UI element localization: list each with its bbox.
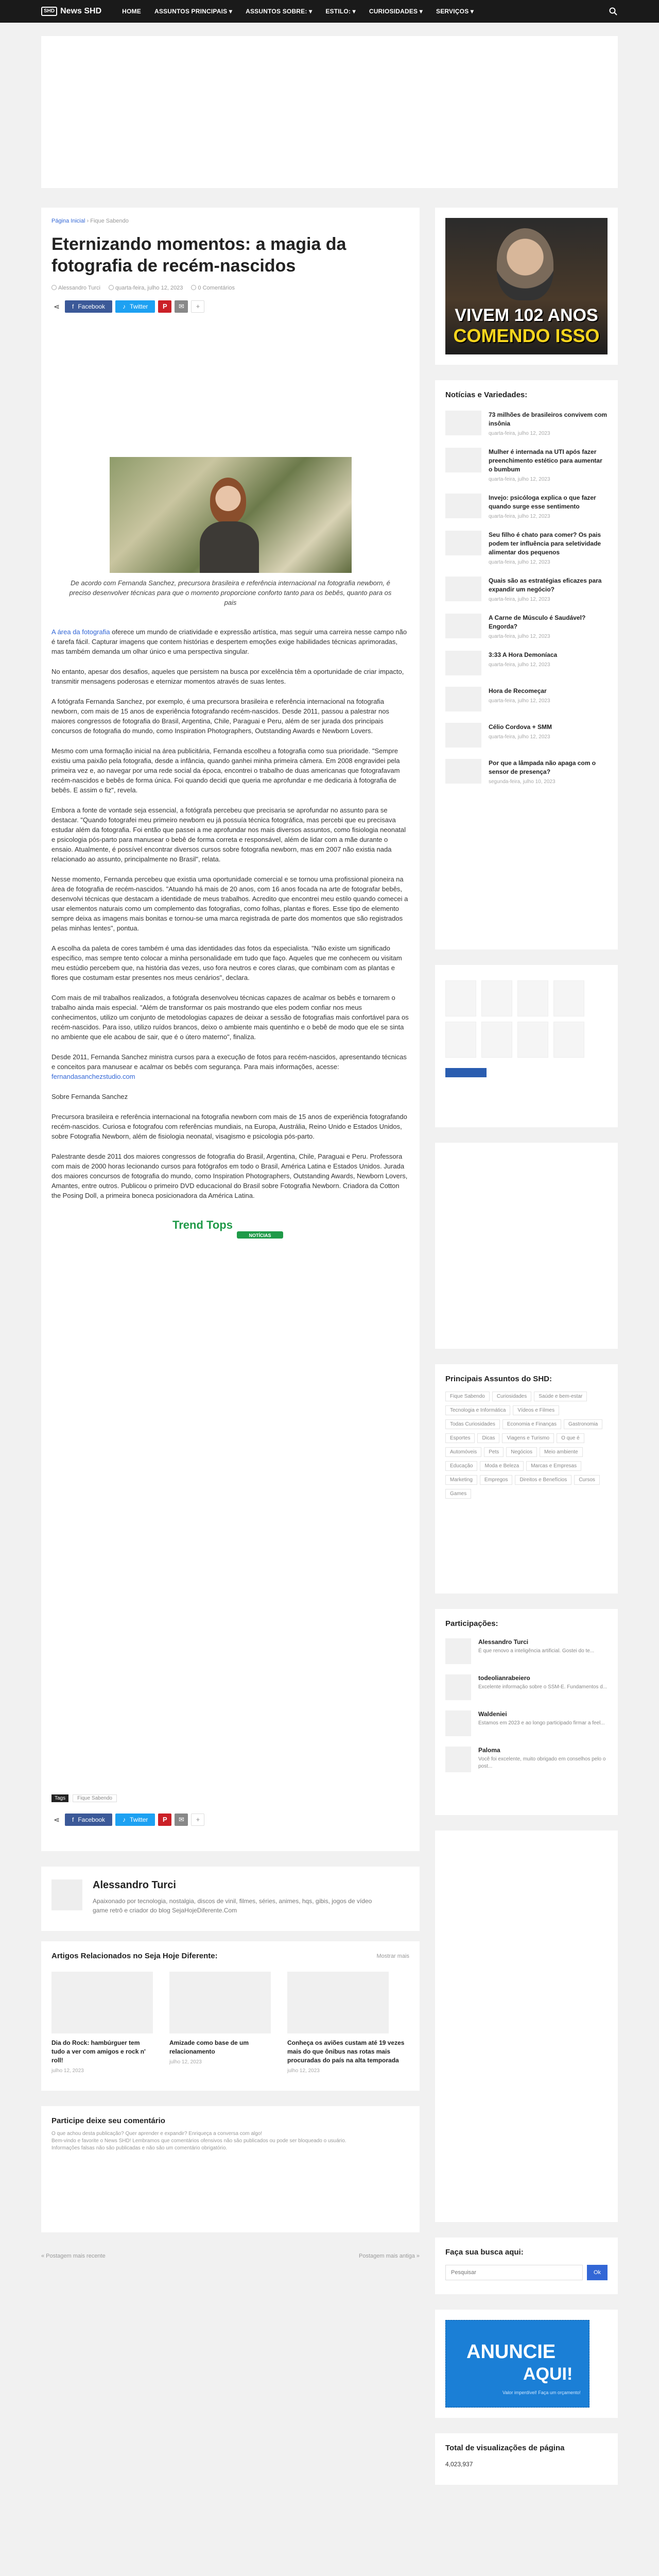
product-thumb[interactable] [481, 980, 512, 1016]
article-body [51, 627, 409, 1200]
breadcrumb-separator: › [86, 218, 89, 224]
nav-item-curiosidades[interactable]: CURIOSIDADES ▾ [369, 8, 423, 15]
category-tag[interactable]: Gastronomia [564, 1419, 602, 1429]
photo-subject-head [210, 478, 246, 524]
participant-name[interactable]: Waldeniei [478, 1710, 507, 1718]
participations-title: Participações: [445, 1619, 498, 1628]
share-icon: ⋖ [54, 302, 60, 311]
news-thumb[interactable] [445, 411, 481, 435]
trend-logo-sub: NOTÍCIAS [249, 1233, 271, 1238]
ad-face [497, 228, 553, 300]
news-item-title[interactable]: 73 milhões de brasileiros convivem com insônia [489, 411, 608, 427]
meta-author[interactable]: Alessandro Turci [51, 285, 100, 291]
comments-title: Participe deixe seu comentário [51, 2116, 165, 2125]
paragraph: Embora a fonte de vontade seja essencial, a fotógrafa percebeu que precisaria se aprofundar no assunto para se destacar. "Quando fotografei meu primeiro newborn eu já possuía técnica fotográfica, mas percebi que eu precisava estudar além da fotografia. Foi então que passei a me aprofundar nos mais diversos assuntos, como fisiologia neonatal e psicologia pós-parto para manusear o bebê de forma correta e responsável, além de lidar com a mãe durante o ensaio. Atualmente, é possível encontrar diversos cursos sobre fotografia newborn, mas em 2007 não existia nada relacionado ao assunto, principalmente no Brasil", relata. [51, 806, 406, 863]
twitter-icon: ♪ [123, 303, 126, 310]
related-articles [41, 1941, 420, 2091]
article-title: Eternizando momentos: a magia da fotografia de recém-nascidos [51, 234, 346, 276]
category-tag[interactable]: Saúde e bem-estar [534, 1392, 587, 1401]
news-thumb[interactable] [445, 723, 481, 748]
sidebar-ad-image[interactable] [445, 218, 608, 354]
anuncie-line-2: AQUI! [523, 2364, 573, 2384]
paragraph: Sobre Fernanda Sanchez [51, 1093, 128, 1100]
avatar[interactable] [445, 1710, 471, 1736]
author-name[interactable]: Alessandro Turci [93, 1879, 176, 1891]
nav-item-assuntos-sobre[interactable]: ASSUNTOS SOBRE: ▾ [246, 8, 313, 15]
paragraph: Precursora brasileira e referência internacional na fotografia newborn com mais de 15 anos de experiência fotografando recém-nascidos. Curiosa e fotografou com referências mundiais, na Europa, Austrália, Reino Unido e Estados Unidos, sobre Fotografia Newborn, além de fisiologia neonatal, visagismo e psicologia pós-parto. [51, 1113, 407, 1140]
tag-row [51, 1794, 409, 1802]
author-box [41, 1867, 420, 1931]
product-thumb[interactable] [481, 1022, 512, 1058]
product-thumb[interactable] [517, 980, 548, 1016]
ad-line-2: COMENDO ISSO [453, 325, 600, 346]
news-item-title[interactable]: Quais são as estratégias eficazes para expandir um negócio? [489, 577, 602, 593]
paragraph: No entanto, apesar dos desafios, aqueles que persistem na busca por excelência têm a oportunidade de criar impacto, transmitir mensagens poderosas e eternizar momentos através de suas lentes. [51, 668, 404, 685]
news-item[interactable] [445, 577, 608, 602]
share-facebook-button[interactable]: f Facebook [65, 300, 112, 313]
news-item-title[interactable]: Invejo: psicóloga explica o que fazer quando surge esse sentimento [489, 494, 596, 510]
sidebar-search [435, 2238, 618, 2294]
share-more-button[interactable]: + [191, 1814, 204, 1826]
related-thumb[interactable] [51, 1972, 153, 2033]
ad-line-1: VIVEM 102 ANOS [455, 306, 598, 325]
site-logo[interactable] [41, 7, 101, 16]
category-tag[interactable]: Empregos [480, 1475, 513, 1485]
category-tag[interactable]: Pets [484, 1447, 504, 1457]
comments-note: Informações falsas não são publicadas e não são um comentário obrigatório. [51, 2145, 228, 2151]
share-pinterest-button[interactable]: P [158, 1814, 171, 1826]
related-item-date: julho 12, 2023 [51, 2068, 84, 2074]
main-nav [122, 8, 474, 15]
paragraph: Mesmo com uma formação inicial na área publicitária, Fernanda escolheu a fotografia como sua prioridade. "Sempre existiu uma paixão pela fotografia, desde a infância, quando ganhei minha primeira câmera. Em 2008 engravidei pela primeira vez e, ao navegar por uma rede social da época, encontrei o trabalho de duas americanas que fotografavam recém-nascidos e bebês de forma única. Foi quando decidi que queria me aprofundar e me dedicaria à fotografia de bebês. E assim o fiz", revela. [51, 747, 400, 794]
share-pinterest-button[interactable]: P [158, 300, 171, 313]
category-tag[interactable]: Cursos [574, 1475, 600, 1485]
facebook-icon: f [72, 303, 74, 310]
search-title: Faça sua busca aqui: [445, 2248, 524, 2257]
category-tag[interactable]: Marcas e Empresas [526, 1461, 581, 1471]
twitter-icon: ♪ [123, 1816, 126, 1823]
meta-comments[interactable]: 0 Comentários [191, 285, 235, 291]
sidebar-views [435, 2433, 618, 2485]
participation-item[interactable] [445, 1747, 608, 1772]
comments-note: O que achou desta publicação? Quer aprender e expandir? Enriqueça a conversa com algo! [51, 2131, 263, 2137]
related-item[interactable] [287, 1972, 409, 2074]
search-input[interactable] [445, 2265, 583, 2280]
older-post-link[interactable]: Postagem mais antiga » [358, 2253, 420, 2259]
news-item[interactable] [445, 411, 608, 436]
photo-subject-body [200, 521, 259, 573]
news-item[interactable] [445, 723, 608, 748]
views-count: 4,023,937 [445, 2461, 473, 2468]
related-title: Artigos Relacionados no Seja Hoje Diferente: [51, 1952, 218, 1960]
user-icon [51, 285, 57, 290]
paragraph: A escolha da paleta de cores também é uma das identidades das fotos da especialista. "Não existe um significado específico, mas sempre tento colocar a minha personalidade em tudo que faço. Aqueles que me conhecem ou visitam meu estúdio percebem que, na história das vezes, uso fora neutros e cores claras, que combinam com as plantas e flores que costumam estar presentes nos meus cenários", declara. [51, 944, 402, 981]
clock-icon [109, 285, 114, 290]
participant-comment: É que renovo a inteligência artificial. Gostei do te... [478, 1648, 595, 1654]
sidebar-categories [435, 1364, 618, 1594]
comments-section [41, 2106, 420, 2232]
news-thumb[interactable] [445, 531, 481, 555]
participant-comment: Você foi excelente, muito obrigado em conselhos pelo o post... [478, 1756, 606, 1769]
breadcrumb-current[interactable]: Fique Sabendo [90, 218, 129, 224]
news-item-date: quarta-feira, julho 12, 2023 [489, 514, 550, 519]
sidebar-news [435, 380, 618, 950]
category-tag[interactable]: Games [445, 1489, 471, 1499]
nav-item-estilo[interactable]: ESTILO: ▾ [325, 8, 356, 15]
news-item-date: quarta-feira, julho 12, 2023 [489, 477, 550, 482]
news-thumb[interactable] [445, 759, 481, 784]
ad-banner-top[interactable] [41, 36, 618, 188]
avatar[interactable] [445, 1674, 471, 1700]
news-item[interactable] [445, 614, 608, 639]
category-tag[interactable]: Economia e Finanças [502, 1419, 561, 1429]
participation-item[interactable] [445, 1674, 608, 1700]
category-tag[interactable]: Direitos e Benefícios [515, 1475, 571, 1485]
related-thumb[interactable] [287, 1972, 389, 2033]
share-email-button[interactable]: ✉ [175, 300, 188, 313]
nav-item-home[interactable]: HOME [122, 8, 141, 15]
tag-fique-sabendo[interactable]: Fique Sabendo [73, 1794, 117, 1802]
news-item[interactable] [445, 494, 608, 519]
news-item-date: segunda-feira, julho 10, 2023 [489, 779, 556, 785]
logo-text: News SHD [60, 7, 102, 15]
article-meta [51, 285, 409, 291]
anuncie-banner[interactable] [445, 2320, 589, 2408]
paragraph: A área da fotografia oferece um mundo de criatividade e expressão artística, mas seguir uma carreira nesse campo não é tarefa fácil. Capturar imagens que contem histórias e despertem emoções exige habilidades técnicas aprimoradas, mas também demanda um olhar único e uma perspectiva singular. [51, 628, 407, 655]
share-email-button[interactable]: ✉ [175, 1814, 188, 1826]
category-tag[interactable]: Viagens e Turismo [502, 1433, 554, 1443]
product-thumb[interactable] [445, 980, 476, 1016]
paragraph: Palestrante desde 2011 dos maiores congressos de fotografia do Brasil, Argentina, Chile, Paraguai e Peru. Professora com mais de 2000 horas lecionando cursos para fotógrafos em todo o Brasil, América Latina e Estados Unidos. Jurada dos maiores concursos de fotografia do mundo, como Inspiration Photographers, Outstanding Awards, Newborn Lovers, Amantes, entre outros. Publicou o primeiro DVD educacional do Brasil sobre Fotografia Newborn. Criadora da Cotton the Posing Doll, a primeira boneca posicionadora da América Latina. [51, 1153, 408, 1199]
sidebar-ad-empty [435, 1143, 618, 1349]
paragraph: Nesse momento, Fernanda percebeu que existia uma oportunidade comercial e se tornou uma profissional pioneira na área de fotografia de recém-nascidos. "Atuando há mais de 20 anos, com 16 anos focada na arte de fotografar bebês, desenvolvi técnicas que destacam a identidade de meus trabalhos. Acredito que encontrei meu estilo quando comecei a usar elementos naturais como um complemento das fotografias, como folhas, plantas e flores. Esse tipo de elemento sempre deixa as imagens mais bonitas e tornou-se uma marca registrada de parte dos momentos que são registrados pelas minhas lentes", pontua. [51, 875, 408, 932]
search-icon[interactable] [609, 7, 618, 16]
product-thumb[interactable] [553, 1022, 584, 1058]
participant-name[interactable]: Paloma [478, 1747, 500, 1754]
category-tag[interactable]: Dicas [477, 1433, 499, 1443]
category-tag[interactable]: Todas Curiosidades [445, 1419, 500, 1429]
facebook-icon: f [72, 1816, 74, 1823]
meta-date: quarta-feira, julho 12, 2023 [109, 285, 183, 291]
news-title: Notícias e Variedades: [445, 391, 528, 399]
paragraph: Com mais de mil trabalhos realizados, a fotógrafa desenvolveu técnicas capazes de acalmar os bebês e tornarem o trabalho ainda mais especial. "Além de transformar os pais mostrando que eles podem confiar nos meus conhecimentos, utilizo um conjunto de metodologias capazes de deixar a sessão de fotografias mais confortável para os recém-nascidos. Para isso, utilizo ruídos brancos, deixo o ambiente mais quentinho e o bebê de modo que ele se sinta no ambiente que ele acabou de sair, que é o útero materno", finaliza. [51, 994, 409, 1041]
news-item-date: quarta-feira, julho 12, 2023 [489, 662, 550, 668]
news-thumb[interactable] [445, 448, 481, 472]
news-item-title[interactable]: Célio Cordova + SMM [489, 723, 552, 731]
paragraph: A fotógrafa Fernanda Sanchez, por exemplo, é uma precursora brasileira e referência internacional na fotografia newborn, com mais de 15 anos de experiência fotografando recém-nascidos. Desde 2011, passou a palestrar nos maiores congressos de fotografia do Brasil, Argentina, Chile, Paraguai e Peru, além de ser jurada dos principais concursos de fotografia do mundo, como Inspiration Photographers, Outstanding Awards e Newborn Lovers. [51, 698, 389, 735]
news-item[interactable] [445, 759, 608, 785]
category-tag[interactable]: Curiosidades [492, 1392, 531, 1401]
category-tag[interactable]: Meio ambiente [540, 1447, 583, 1457]
category-tag[interactable]: Moda e Beleza [480, 1461, 524, 1471]
category-tag[interactable]: Educação [445, 1461, 477, 1471]
paragraph: Desde 2011, Fernanda Sanchez ministra cursos para a execução de fotos para recém-nascidos, apresentando técnicas e conceitos para manusear e acalmar os bebês com segurança. Para mais informações, acesse: fernandasanchezstudio.com [51, 1053, 407, 1080]
participation-item[interactable] [445, 1638, 608, 1664]
news-item-title[interactable]: Por que a lâmpada não apaga com o sensor de presença? [489, 759, 596, 775]
news-thumb[interactable] [445, 687, 481, 711]
related-item-title[interactable]: Amizade como base de um relacionamento [169, 2039, 249, 2055]
news-item-date: quarta-feira, julho 12, 2023 [489, 431, 550, 436]
share-facebook-button[interactable]: f Facebook [65, 1814, 112, 1826]
related-item-title[interactable]: Conheça os aviões custam até 19 vezes mais do que ônibus nas rotas mais procuradas do país na alta temporada [287, 2039, 405, 2064]
nav-item-servicos[interactable]: SERVIÇOS ▾ [436, 8, 474, 15]
inline-link[interactable]: fernandasanchezstudio.com [51, 1073, 135, 1080]
tags-label: Tags [51, 1794, 68, 1802]
newer-post-link[interactable]: « Postagem mais recente [41, 2253, 106, 2259]
product-thumb[interactable] [553, 980, 584, 1016]
share-twitter-button[interactable]: ♪ Twitter [115, 300, 155, 313]
news-item-date: quarta-feira, julho 12, 2023 [489, 698, 550, 704]
product-thumb[interactable] [517, 1022, 548, 1058]
inline-link[interactable]: A área da fotografia [51, 628, 110, 636]
news-item-title[interactable]: Mulher é internada na UTI após fazer preenchimento estético para aumentar o bumbum [489, 448, 602, 473]
news-item[interactable] [445, 448, 608, 482]
article-photo [110, 457, 352, 573]
news-item-date: quarta-feira, julho 12, 2023 [489, 560, 550, 565]
product-ad-pager[interactable] [445, 1068, 487, 1077]
article-card [41, 208, 420, 1851]
news-thumb[interactable] [445, 577, 481, 601]
category-tag[interactable]: O que é [557, 1433, 584, 1443]
anuncie-line-3: Valor imperdível! Faça um orçamento! [502, 2390, 581, 2395]
logo-mark: SHD [41, 7, 57, 16]
related-item-title[interactable]: Dia do Rock: hambúrguer tem tudo a ver com amigos e rock n' roll! [51, 2039, 146, 2064]
trend-tops-logo[interactable] [170, 1216, 291, 1245]
sidebar-product-ad[interactable] [435, 965, 618, 1127]
post-pager [41, 2253, 420, 2259]
comments-note: Bem-vindo e favorite o News SHD! Lembramos que comentários ofensivos não são publicados ou pode ser bloqueado o usuário. [51, 2138, 346, 2144]
category-tag[interactable]: Vídeos e Filmes [513, 1405, 559, 1415]
anuncie-line-1: ANUNCIE [466, 2341, 556, 2363]
breadcrumb [51, 218, 409, 224]
sidebar-empty-block [435, 1831, 618, 2222]
news-thumb[interactable] [445, 614, 481, 638]
ad-slot-article [51, 313, 409, 457]
participant-comment: Estamos em 2023 e ao longo participado firmar a feel... [478, 1720, 605, 1726]
participation-item[interactable] [445, 1710, 608, 1736]
news-item-title[interactable]: 3:33 A Hora Demoníaca [489, 651, 558, 658]
product-thumb[interactable] [445, 1022, 476, 1058]
top-navbar [0, 0, 659, 23]
share-bar-bottom [51, 1814, 409, 1826]
comment-icon [191, 285, 196, 290]
category-tag[interactable]: Tecnologia e Informática [445, 1405, 510, 1415]
related-more-link[interactable]: Mostrar mais [376, 1953, 409, 1959]
participant-comment: Excelente informação sobre o SSM-E. Fundamentos d... [478, 1684, 608, 1690]
share-icon: ⋖ [54, 1815, 60, 1824]
category-tag[interactable]: Automóveis [445, 1447, 481, 1457]
participant-name[interactable]: Alessandro Turci [478, 1638, 529, 1646]
participant-name[interactable]: todeolianrabeiero [478, 1674, 530, 1682]
category-tag[interactable]: Fique Sabendo [445, 1392, 490, 1401]
related-item[interactable] [169, 1972, 271, 2074]
avatar[interactable] [51, 1879, 82, 1910]
news-item-date: quarta-feira, julho 12, 2023 [489, 734, 550, 740]
news-item-date: quarta-feira, julho 12, 2023 [489, 597, 550, 602]
share-bar-top [51, 300, 409, 313]
news-item-title[interactable]: A Carne de Músculo é Saudável? Engorda? [489, 614, 586, 630]
share-twitter-button[interactable]: ♪ Twitter [115, 1814, 155, 1826]
breadcrumb-home[interactable]: Página Inicial [51, 218, 85, 224]
views-title: Total de visualizações de página [445, 2444, 565, 2452]
search-submit-button[interactable]: Ok [587, 2265, 608, 2280]
sidebar-anuncie [435, 2310, 618, 2418]
categories-title: Principais Assuntos do SHD: [445, 1375, 552, 1383]
trend-logo-text: Trend Tops [172, 1218, 233, 1231]
avatar[interactable] [445, 1747, 471, 1772]
related-thumb[interactable] [169, 1972, 271, 2033]
news-item-title[interactable]: Seu filho é chato para comer? Os pais podem ter influência para seletividade alimentar dos pequenos [489, 531, 601, 556]
category-tag[interactable]: Esportes [445, 1433, 475, 1443]
sidebar-participations [435, 1609, 618, 1815]
news-item[interactable] [445, 687, 608, 711]
author-bio: Apaixonado por tecnologia, nostalgia, discos de vinil, filmes, séries, animes, hqs, gibis, jogos de vídeo game retrô e criador do blog SejaHojeDiferente.Com [93, 1897, 372, 1914]
avatar[interactable] [445, 1638, 471, 1664]
category-tag[interactable]: Marketing [445, 1475, 477, 1485]
category-tag[interactable]: Negócios [506, 1447, 537, 1457]
related-item-date: julho 12, 2023 [169, 2059, 202, 2065]
news-thumb[interactable] [445, 651, 481, 675]
related-item[interactable] [51, 1972, 153, 2074]
news-item[interactable] [445, 651, 608, 675]
related-item-date: julho 12, 2023 [287, 2068, 320, 2074]
news-item[interactable] [445, 531, 608, 565]
news-thumb[interactable] [445, 494, 481, 518]
nav-item-assuntos-principais[interactable]: ASSUNTOS PRINCIPAIS ▾ [154, 8, 233, 15]
sidebar-ad [435, 208, 618, 365]
news-item-title[interactable]: Hora de Recomeçar [489, 687, 547, 694]
share-more-button[interactable]: + [191, 300, 204, 313]
news-item-date: quarta-feira, julho 12, 2023 [489, 634, 550, 639]
photo-caption: De acordo com Fernanda Sanchez, precursora brasileira e referência internacional na fotografia newborn, é preciso desenvolver técnicas para que o momento proporcione conforto tanto para os bebês, quanto para os pais [69, 579, 392, 606]
